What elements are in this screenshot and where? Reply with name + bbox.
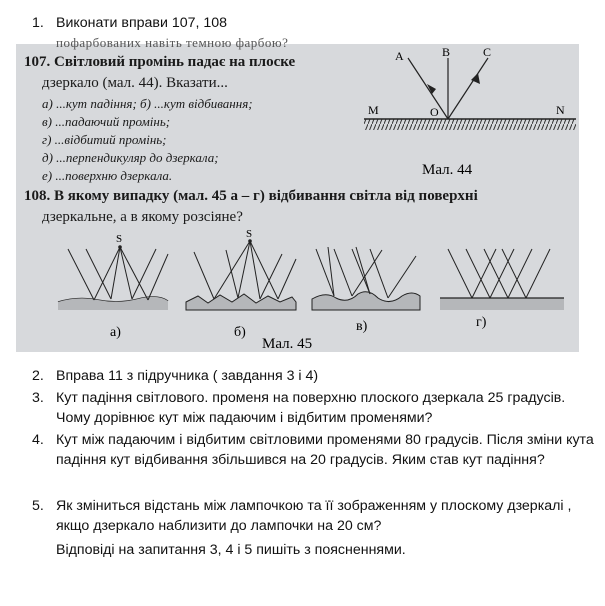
ex107-line2: дзеркало (мал. 44). Вказати... [42,75,228,91]
task-4 [32,430,602,470]
panel-b [186,239,296,310]
ex107-line1: 107. Світловий промінь падає на плоске [24,54,296,70]
task-text: Кут падіння світлового. променя на поверхню плоского дзеркала 25 градусів. Чому дорівнює кут між падаючим і відбитим променями? [56,390,566,426]
task-number: 1. [32,15,44,31]
ex107-item-v: в) ...падаючий промінь; [42,114,171,129]
cut-off-text: пофарбованих навіть темною фарбою? [56,35,289,50]
figure-44 [16,44,579,352]
label-n: N [556,103,565,117]
task-text: Виконати вправи 107, 108 [56,15,228,31]
panel-a [58,245,168,310]
label-m: M [368,103,379,117]
ex107-item-d: д) ...перпендикуляр до дзеркала; [42,150,219,165]
panel-d-label: г) [476,315,487,330]
figure-45-caption: Мал. 45 [262,336,313,352]
reflected-ray [448,58,488,119]
incident-ray [408,58,448,119]
mirror-hatch [364,119,576,130]
task-number: 3. [32,390,44,406]
panel-c-label: в) [356,319,368,334]
label-o: O [430,105,439,119]
task-number: 5. [32,498,44,514]
task-text: Як зміниться відстань між лампочкою та її зображенням у плоскому дзеркалі , якщо дзеркало наблизити до лампочки на 20 см? [56,498,572,534]
label-a: A [395,49,404,63]
task-number: 4. [32,432,44,448]
task-2 [32,366,602,386]
task-5 [32,496,602,536]
ex107-item-e: е) ...поверхню дзеркала. [42,168,173,183]
source-label-a: S [116,233,123,245]
ex108-line2: дзеркальне, а в якому розсіяне? [42,209,243,225]
ex107-item-g: г) ...відбитий промінь; [42,132,167,147]
figure-45 [58,228,564,352]
panel-c [312,247,420,310]
task-3 [32,388,602,428]
panel-d [440,249,564,310]
figure-44-caption: Мал. 44 [422,162,473,178]
task-1 [32,13,602,33]
task-text: Вправа 11 з підручника ( завдання 3 і 4) [56,368,319,384]
ex107-item-a: а) ...кут падіння; б) ...кут відбивання; [42,96,253,111]
task-text: Кут між падаючим і відбитим світловими променями 80 градусів. Після зміни кута падіння кут відбивання збільшився на 20 градусів. Яким став кут падіння? [56,432,594,468]
textbook-photo [16,35,579,352]
panel-a-label: а) [110,325,121,340]
task-number: 2. [32,368,44,384]
answers-note: Відповіді на запитання 3, 4 і 5 пишіть з поясненнями. [56,542,406,558]
label-c: C [483,45,492,59]
panel-b-label: б) [234,325,246,340]
source-label-b: S [246,228,253,240]
label-b: B [442,45,451,59]
ex108-line1: 108. В якому випадку (мал. 45 а – г) відбивання світла від поверхні [24,188,478,204]
